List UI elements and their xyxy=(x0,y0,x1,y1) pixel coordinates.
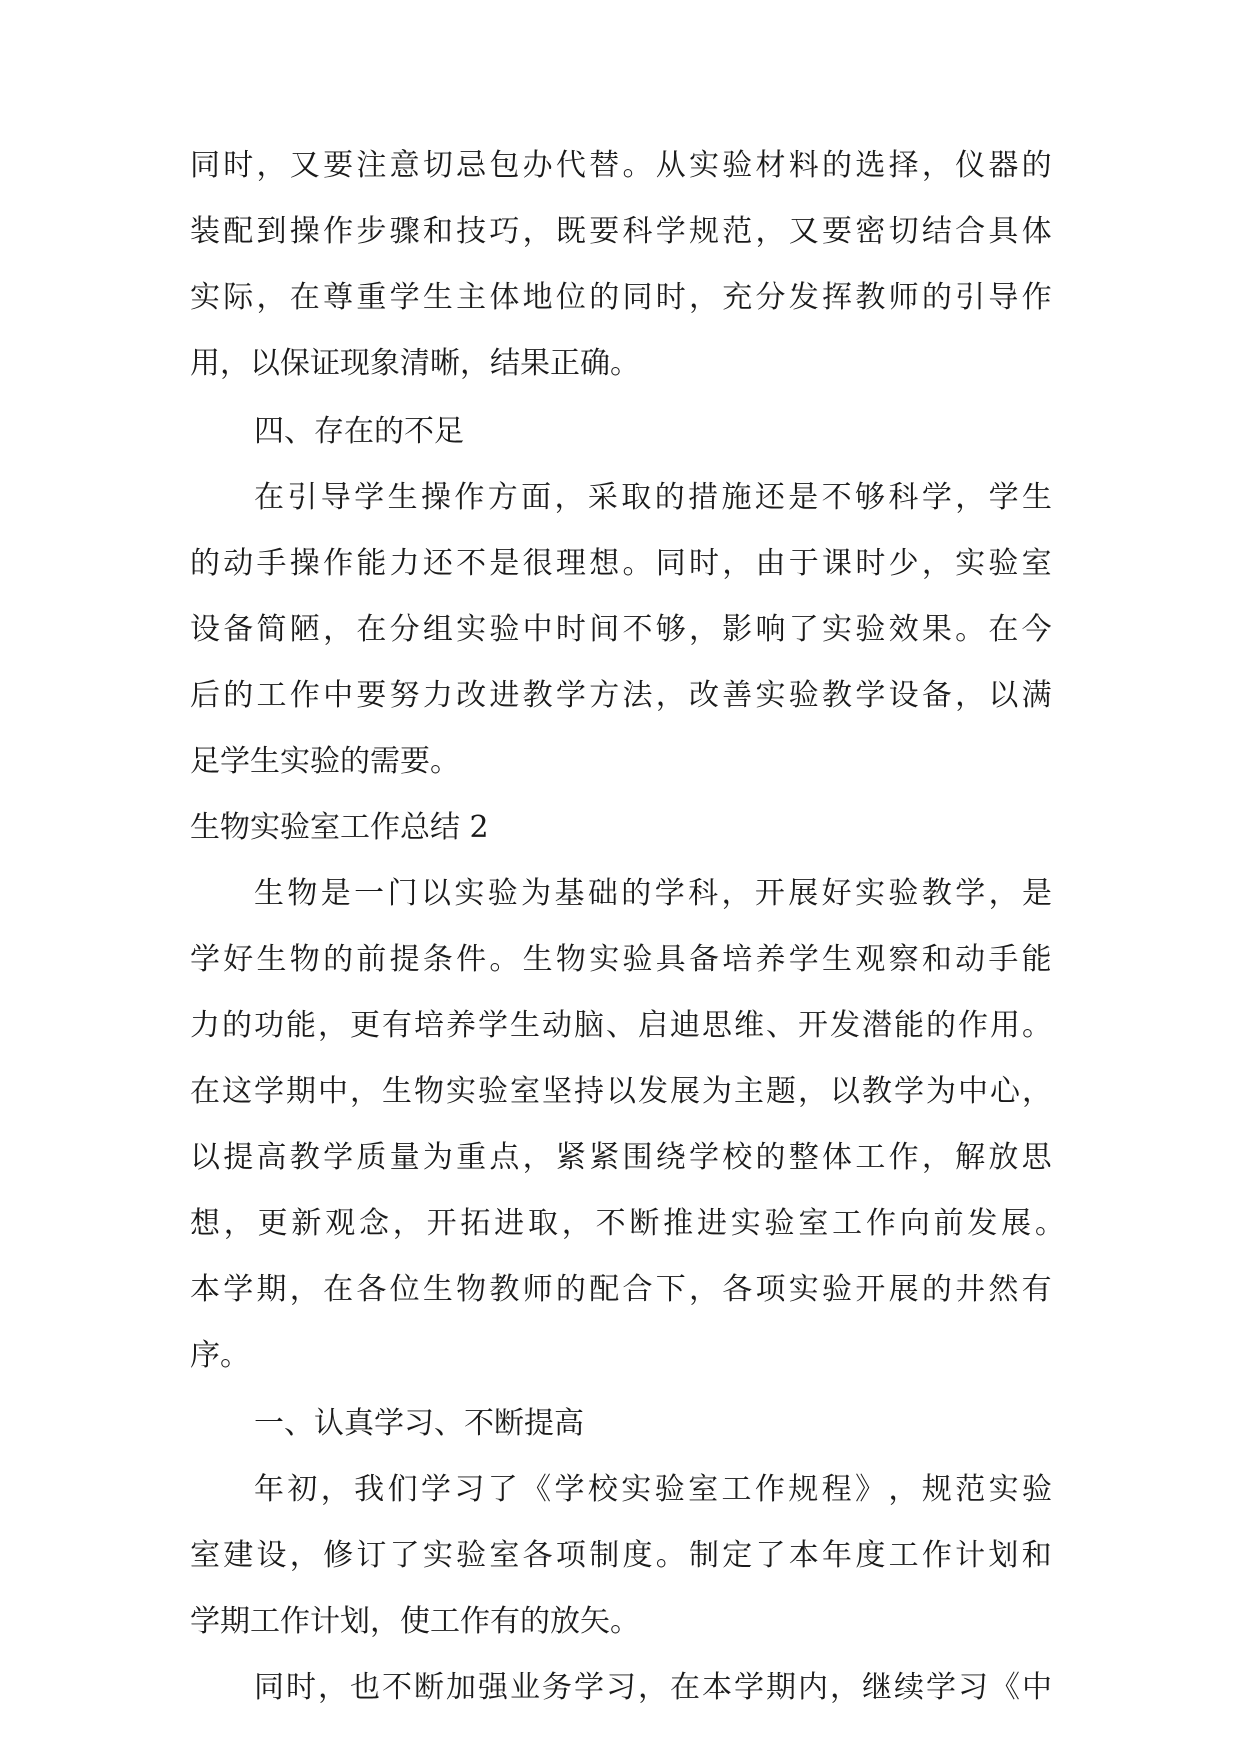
text-line: 的 动 手 操 作 能 力 还 不 是 很 理 想 。 同 时 ， 由 于 课 时 少 ， 实 验 室 xyxy=(190,546,1052,581)
text-line: 用，以保证现象清晰，结果正确。 xyxy=(190,346,640,381)
text-line: 学期工作计划，使工作有的放矢。 xyxy=(190,1604,640,1639)
text-line: 设 备 简 陋 ， 在 分 组 实 验 中 时 间 不 够 ， 影 响 了 实 验 效 果 。 在 今 xyxy=(190,612,1052,647)
text-line: 同 时 ， 又 要 注 意 切 忌 包 办 代 替 。 从 实 验 材 料 的 选 择 ， 仪 器 的 xyxy=(190,148,1052,183)
text-line: 学 好 生 物 的 前 提 条 件 。 生 物 实 验 具 备 培 养 学 生 观 察 和 动 手 能 xyxy=(190,942,1052,977)
text-line: 生 物 是 一 门 以 实 验 为 基 础 的 学 科 ， 开 展 好 实 验 教 学 ， 是 xyxy=(254,876,1052,911)
document-title: 生物实验室工作总结 2 xyxy=(190,810,489,845)
text-line: 在 引 导 学 生 操 作 方 面 ， 采 取 的 措 施 还 是 不 够 科 学 ， 学 生 xyxy=(254,480,1052,515)
text-line: 同 时 ， 也 不 断 加 强 业 务 学 习 ， 在 本 学 期 内 ， 继 续 学 习 《 中 xyxy=(254,1670,1052,1705)
text-line: 装 配 到 操 作 步 骤 和 技 巧 ， 既 要 科 学 规 范 ， 又 要 密 切 结 合 具 体 xyxy=(190,214,1052,249)
text-line: 足学生实验的需要。 xyxy=(190,744,460,779)
text-line: 本 学 期 ， 在 各 位 生 物 教 师 的 配 合 下 ， 各 项 实 验 开 展 的 井 然 有 xyxy=(190,1272,1052,1307)
section-heading: 一、认真学习、不断提高 xyxy=(254,1406,584,1441)
text-line: 年 初 ， 我 们 学 习 了 《 学 校 实 验 室 工 作 规 程 》 ， 规 范 实 验 xyxy=(254,1472,1052,1507)
text-line: 后 的 工 作 中 要 努 力 改 进 教 学 方 法 ， 改 善 实 验 教 学 设 备 ， 以 满 xyxy=(190,678,1052,713)
text-line: 室 建 设 ， 修 订 了 实 验 室 各 项 制 度 。 制 定 了 本 年 度 工 作 计 划 和 xyxy=(190,1538,1052,1573)
text-line: 力 的 功 能 ， 更 有 培 养 学 生 动 脑 、 启 迪 思 维 、 开 发 潜 能 的 作 用 。 xyxy=(190,1008,1052,1043)
text-line: 在 这 学 期 中 ， 生 物 实 验 室 坚 持 以 发 展 为 主 题 ， 以 教 学 为 中 心 ， xyxy=(190,1074,1052,1109)
text-line: 以 提 高 教 学 质 量 为 重 点 ， 紧 紧 围 绕 学 校 的 整 体 工 作 ， 解 放 思 xyxy=(190,1140,1052,1175)
text-line: 实 际 ， 在 尊 重 学 生 主 体 地 位 的 同 时 ， 充 分 发 挥 教 师 的 引 导 作 xyxy=(190,280,1052,315)
text-line: 想 ， 更 新 观 念 ， 开 拓 进 取 ， 不 断 推 进 实 验 室 工 作 向 前 发 展 。 xyxy=(190,1206,1065,1241)
text-line: 序。 xyxy=(190,1338,250,1373)
section-heading: 四、存在的不足 xyxy=(254,414,464,449)
